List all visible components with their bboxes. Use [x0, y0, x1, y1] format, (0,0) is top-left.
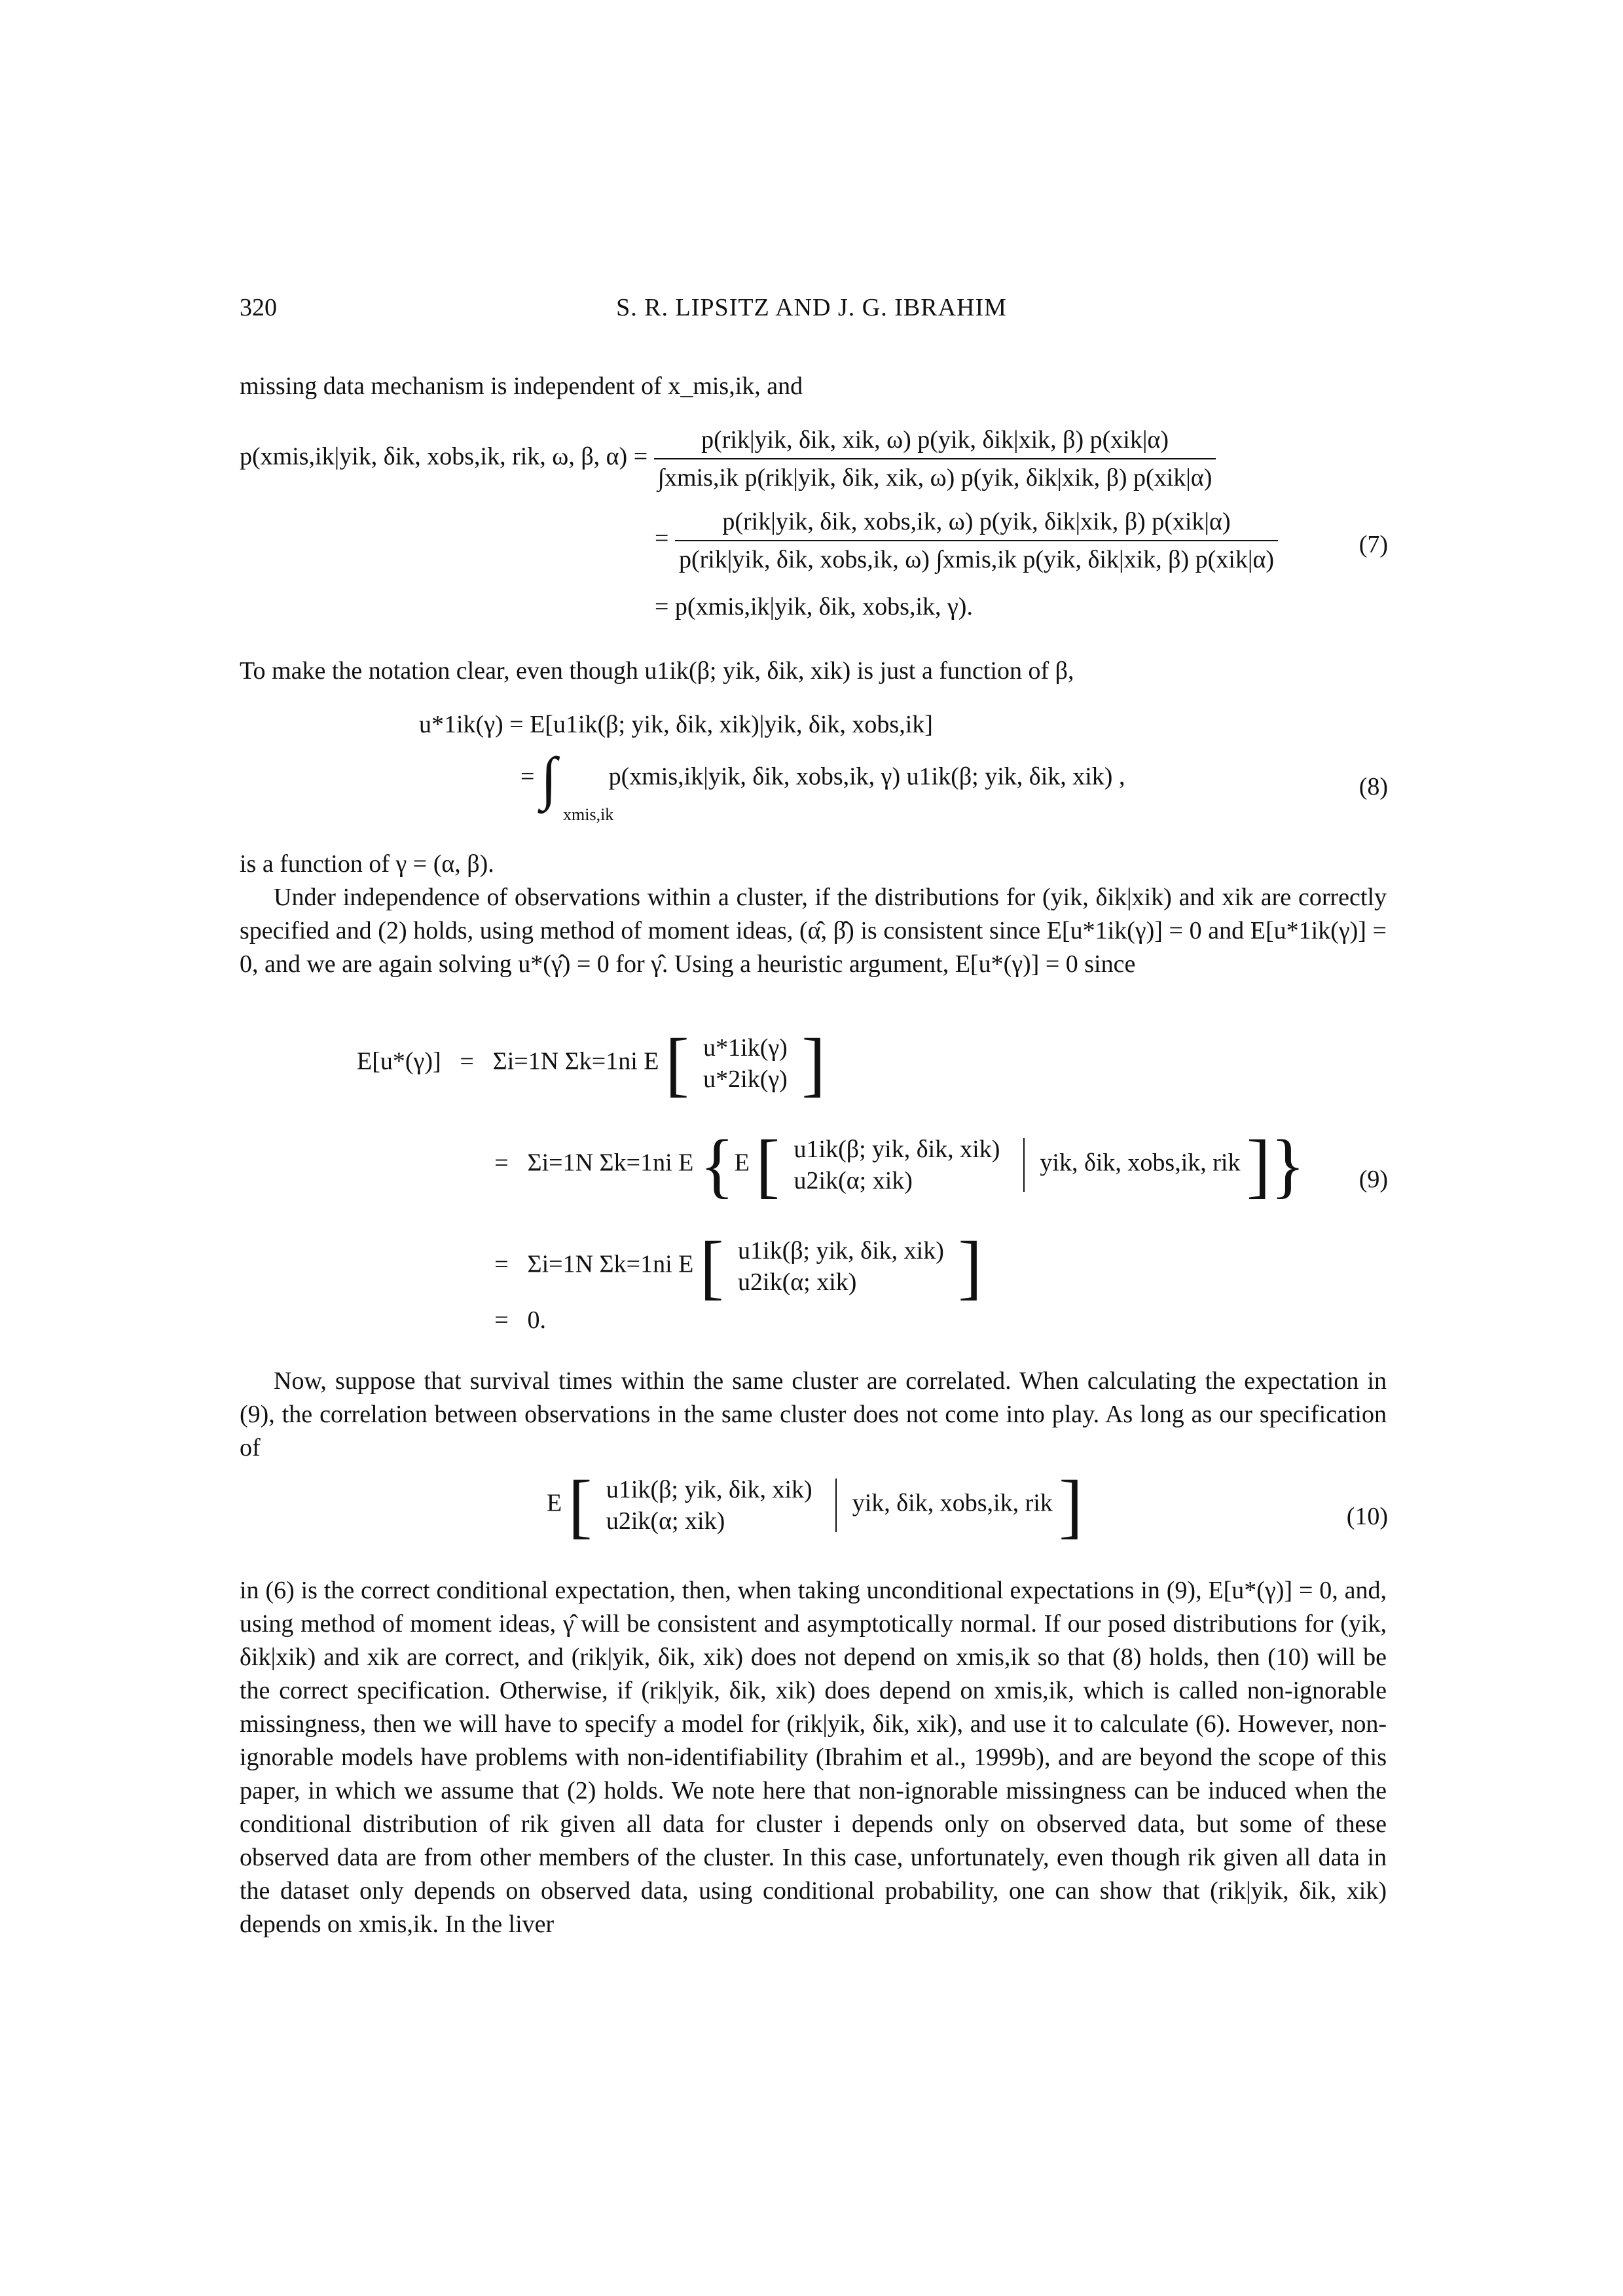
eq7-lhs: p(xmis,ik|yik, δik, xobs,ik, rik, ω, β, α) = [240, 442, 648, 471]
eq10-vector: u1ik(β; yik, δik, xik) u2ik(α; xik) [606, 1476, 812, 1535]
paragraph-6: in (6) is the correct conditional expectation, then, when taking unconditional expectations in (9), E[u*(γ)] = 0, and, using method of moment ideas, γ̂ will be consistent and asymptotically normal. If our posed distributions for (yik, δik|xik) and xik are correct, and (rik|yik, δik, xik) does not depend on xmis,ik so that (8) holds, then (10) will be the correct specification. Otherwise, if (rik|yik, δik, xik) does depend on xmis,ik, which is called non-ignorable missingness, then we will have to specify a model for (rik|yik, δik, xik), and use it to calculate (6). However, non-ignorable models have problems with non-identifiability (Ibrahim et al., 1999b), and are beyond the scope of this paper, in which we assume that (2) holds. We note here that non-ignorable missingness can be induced when the conditional distribution of rik given all data for cluster i depends only on observed data, but some of these observed data are from other members of the cluster. In this case, unfortunately, even though rik given all data in the dataset only depends on observed data, using conditional probability, one can show that (rik|yik, δik, xik) depends on xmis,ik. In the liver [240, 1577, 1387, 1938]
paragraph-5: Now, suppose that survival times within the same cluster are correlated. When calculating the expectation in (9), the correlation between observations in the same cluster does not come into play. As long as our specification of [240, 1367, 1387, 1462]
eq9-lhs: E[u*(γ)] [357, 1047, 441, 1075]
eq7-denominator-1: ∫xmis,ik p(rik|yik, δik, xik, ω) p(yik, δik|xik, β) p(xik|α) [657, 464, 1213, 492]
paragraph-1: missing data mechanism is independent of x_mis,ik, and [240, 372, 803, 400]
eq7-denominator-2: p(rik|yik, δik, xobs,ik, ω) ∫xmis,ik p(yik, δik|xik, β) p(xik|α) [678, 546, 1275, 573]
eq9-vector-1: u*1ik(γ) u*2ik(γ) [703, 1034, 788, 1093]
eq7-line1 [240, 425, 1216, 492]
eq9-condition: yik, δik, xobs,ik, rik [1040, 1149, 1241, 1177]
eq7-numerator-1: p(rik|yik, δik, xik, ω) p(yik, δik|xik, β) p(xik|α) [654, 425, 1216, 459]
eq8-line1: u*1ik(γ) = E[u1ik(β; yik, δik, xik)|yik, δik, xobs,ik] [419, 711, 933, 738]
eq10-condition: yik, δik, xobs,ik, rik [852, 1489, 1053, 1517]
eq8-integrand: p(xmis,ik|yik, δik, xobs,ik, γ) u1ik(β; yik, δik, xik) , [608, 762, 1125, 791]
eq9-vector-3: u1ik(β; yik, δik, xik) u2ik(α; xik) [738, 1237, 944, 1296]
eq7-fraction-1 [654, 425, 1216, 492]
eq9-row-2: = Σi=1N Σk=1ni E {E [ u1ik(β; yik, δik, xik) u2ik(α; xik) yik, δik, xobs,ik, rik ]} [494, 1125, 1305, 1205]
eq8-number: (8) [1359, 773, 1388, 800]
eq9-sum-2: Σi=1N Σk=1ni E [527, 1149, 694, 1177]
eq8-integral-subscript: xmis,ik [563, 805, 614, 824]
eq10-number: (10) [1346, 1503, 1388, 1530]
eq9-row-3: = Σi=1N Σk=1ni E [ u1ik(β; yik, δik, xik) u2ik(α; xik) ] [494, 1227, 982, 1306]
eq9-row-4: = 0. [494, 1306, 546, 1334]
eq7-numerator-2: p(rik|yik, δik, xobs,ik, ω) p(yik, δik|xik, β) p(xik|α) [675, 507, 1278, 541]
running-title: S. R. LIPSITZ AND J. G. IBRAHIM [616, 294, 1007, 321]
eq9-row-1: E[u*(γ)] = Σi=1N Σk=1ni E [ u*1ik(γ) u*2ik(γ) ] [357, 1024, 826, 1103]
eq10: E [ u1ik(β; yik, δik, xik) u2ik(α; xik) yik, δik, xobs,ik, rik ] [547, 1465, 1083, 1545]
paragraph-3: is a function of γ = (α, β). [240, 850, 494, 878]
eq7-fraction-2 [675, 507, 1278, 574]
eq7-line2: = p(rik|yik, δik, xobs,ik, ω) p(yik, δik|xik, β) p(xik|α) p(rik|yik, δik, xobs,ik, ω) ∫xmis,ik p(yik, δik|xik, β) p(xik|α) [655, 507, 1278, 574]
eq9-sum-1: Σi=1N Σk=1ni E [492, 1047, 659, 1075]
eq9-number: (9) [1359, 1166, 1388, 1193]
eq8-line2: = ∫ p(xmis,ik|yik, δik, xobs,ik, γ) u1ik(β; yik, δik, xik) , [520, 746, 1125, 811]
eq7-number: (7) [1359, 531, 1388, 558]
paragraph-2: To make the notation clear, even though u1ik(β; yik, δik, xik) is just a function of β, [240, 657, 1074, 685]
eq7-line3: = p(xmis,ik|yik, δik, xobs,ik, γ). [655, 593, 973, 620]
page-number: 320 [240, 294, 277, 321]
paragraph-4: Under independence of observations within a cluster, if the distributions for (yik, δik|xik) and xik are correctly specified and (2) holds, using method of moment ideas, (α̂, β̂) is consistent since E[u*1ik(γ)] = 0 and E[u*1ik(γ)] = 0, and we are again solving u*(γ̂) = 0 for γ̂. Using a heuristic argument, E[u*(γ)] = 0 since [240, 884, 1387, 978]
eq9-vector-2: u1ik(β; yik, δik, xik) u2ik(α; xik) [793, 1136, 1000, 1194]
eq9-sum-3: Σi=1N Σk=1ni E [527, 1250, 694, 1278]
integral-sign: ∫ [540, 746, 557, 811]
